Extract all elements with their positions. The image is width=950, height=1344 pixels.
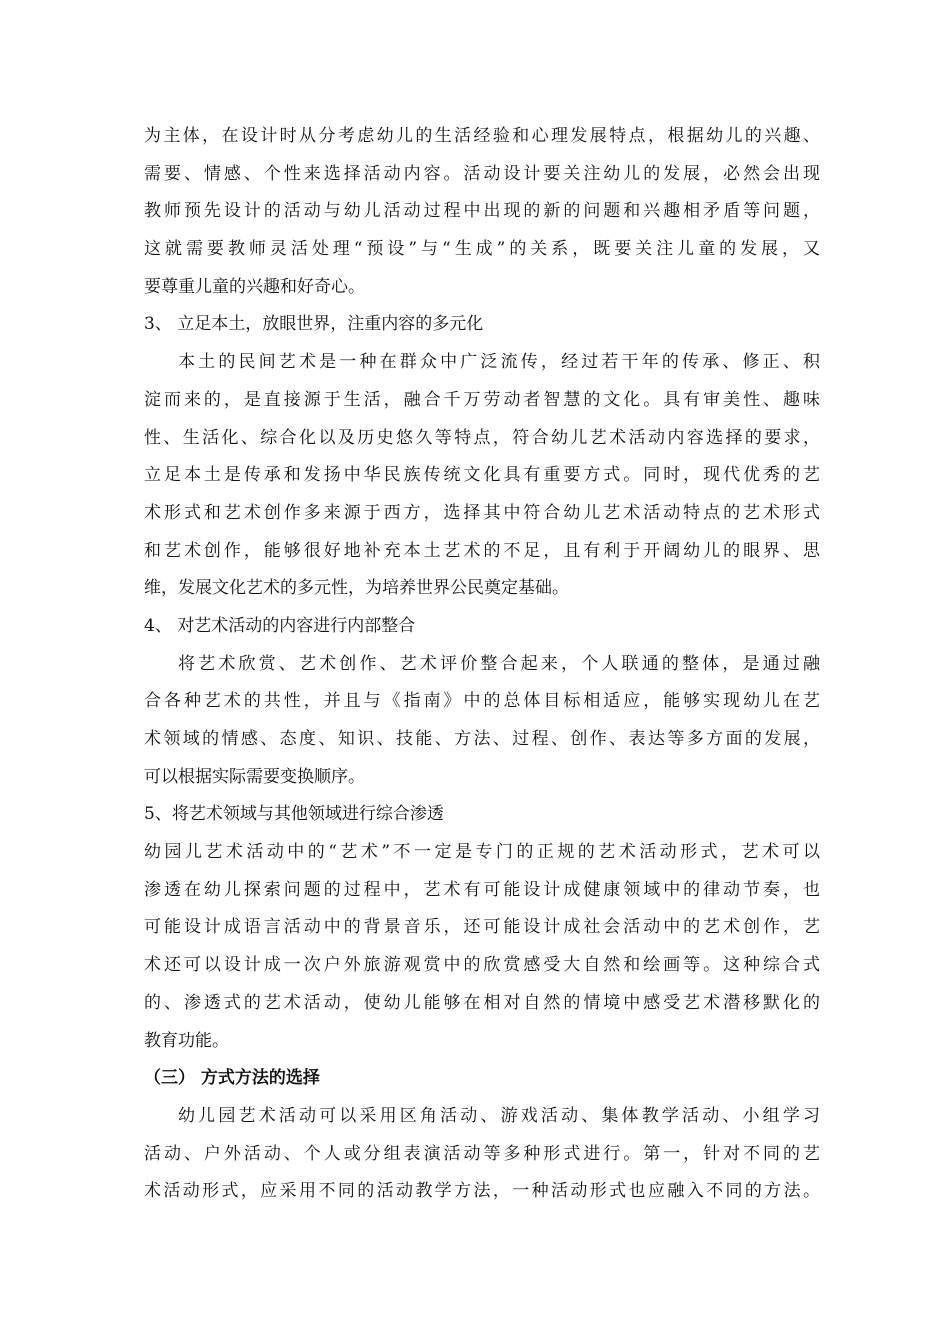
list-item-heading: 3、 立足本土，放眼世界，注重内容的多元化 [144,314,484,335]
text-line: 性、生活化、综合化以及历史悠久等特点，符合幼儿艺术活动内容选择的要求， [144,427,820,448]
list-item-heading: 5、将艺术领域与其他领域进行综合渗透 [144,804,444,825]
text-line: 渗透在幼儿探索问题的过程中，艺术有可能设计成健康领域中的律动节奏，也 [144,879,820,900]
text-line: 教育功能。 [144,1030,229,1051]
text-line: 可能设计成语言活动中的背景音乐，还可能设计成社会活动中的艺术创作，艺 [144,917,820,938]
text-line: 教师预先设计的活动与幼儿活动过程中出现的新的问题和兴趣相矛盾等问题， [144,201,820,222]
document-body [144,118,820,1211]
text-line: 术还可以设计成一次户外旅游观赏中的欣赏感受大自然和绘画等。这种综合式 [144,955,820,976]
text-line: 和艺术创作，能够很好地补充本土艺术的不足，且有利于开阔幼儿的眼界、思 [144,540,820,561]
text-line: 的、渗透式的艺术活动，使幼儿能够在相对自然的情境中感受艺术潜移默化的 [144,992,820,1013]
list-item-heading: 4、 对艺术活动的内容进行内部整合 [144,615,416,636]
text-line: 幼园儿艺术活动中的“艺术”不一定是专门的正规的艺术活动形式，艺术可以 [144,842,820,863]
text-line: 幼儿园艺术活动可以采用区角活动、游戏活动、集体教学活动、小组学习 [178,1105,820,1126]
text-line: 立足本土是传承和发扬中华民族传统文化具有重要方式。同时，现代优秀的艺 [144,465,820,486]
text-line: 维，发展文化艺术的多元性，为培养世界公民奠定基础。 [144,578,569,599]
text-line: 术活动形式，应采用不同的活动教学方法，一种活动形式也应融入不同的方法。 [144,1181,820,1202]
text-line: 要尊重儿童的兴趣和好奇心。 [144,276,365,297]
text-line: 为主体，在设计时从分考虑幼儿的生活经验和心理发展特点，根据幼儿的兴趣、 [144,126,820,146]
text-line: 将艺术欣赏、艺术创作、艺术评价整合起来，个人联通的整体，是通过融 [178,653,820,674]
text-line: 可以根据实际需要变换顺序。 [144,766,365,787]
text-line: 合各种艺术的共性，并且与《指南》中的总体目标相适应，能够实现幼儿在艺 [144,691,820,712]
text-line: 术领域的情感、态度、知识、技能、方法、过程、创作、表达等多方面的发展， [144,729,820,749]
text-line: 这就需要教师灵活处理“预设”与“生成”的关系，既要关注儿童的发展，又 [144,239,820,260]
text-line: 本土的民间艺术是一种在群众中广泛流传，经过若干年的传承、修正、积 [178,352,820,373]
text-line: 活动、户外活动、个人或分组表演活动等多种形式进行。第一，针对不同的艺 [144,1143,820,1164]
text-line: 淀而来的，是直接源于生活，融合千万劳动者智慧的文化。具有审美性、趣味 [144,389,820,410]
text-line: 术形式和艺术创作多来源于西方，选择其中符合幼儿艺术活动特点的艺术形式 [144,502,820,523]
section-heading: （三） 方式方法的选择 [144,1068,320,1089]
text-line: 需要、情感、个性来选择活动内容。活动设计要关注幼儿的发展，必然会出现 [144,163,820,184]
